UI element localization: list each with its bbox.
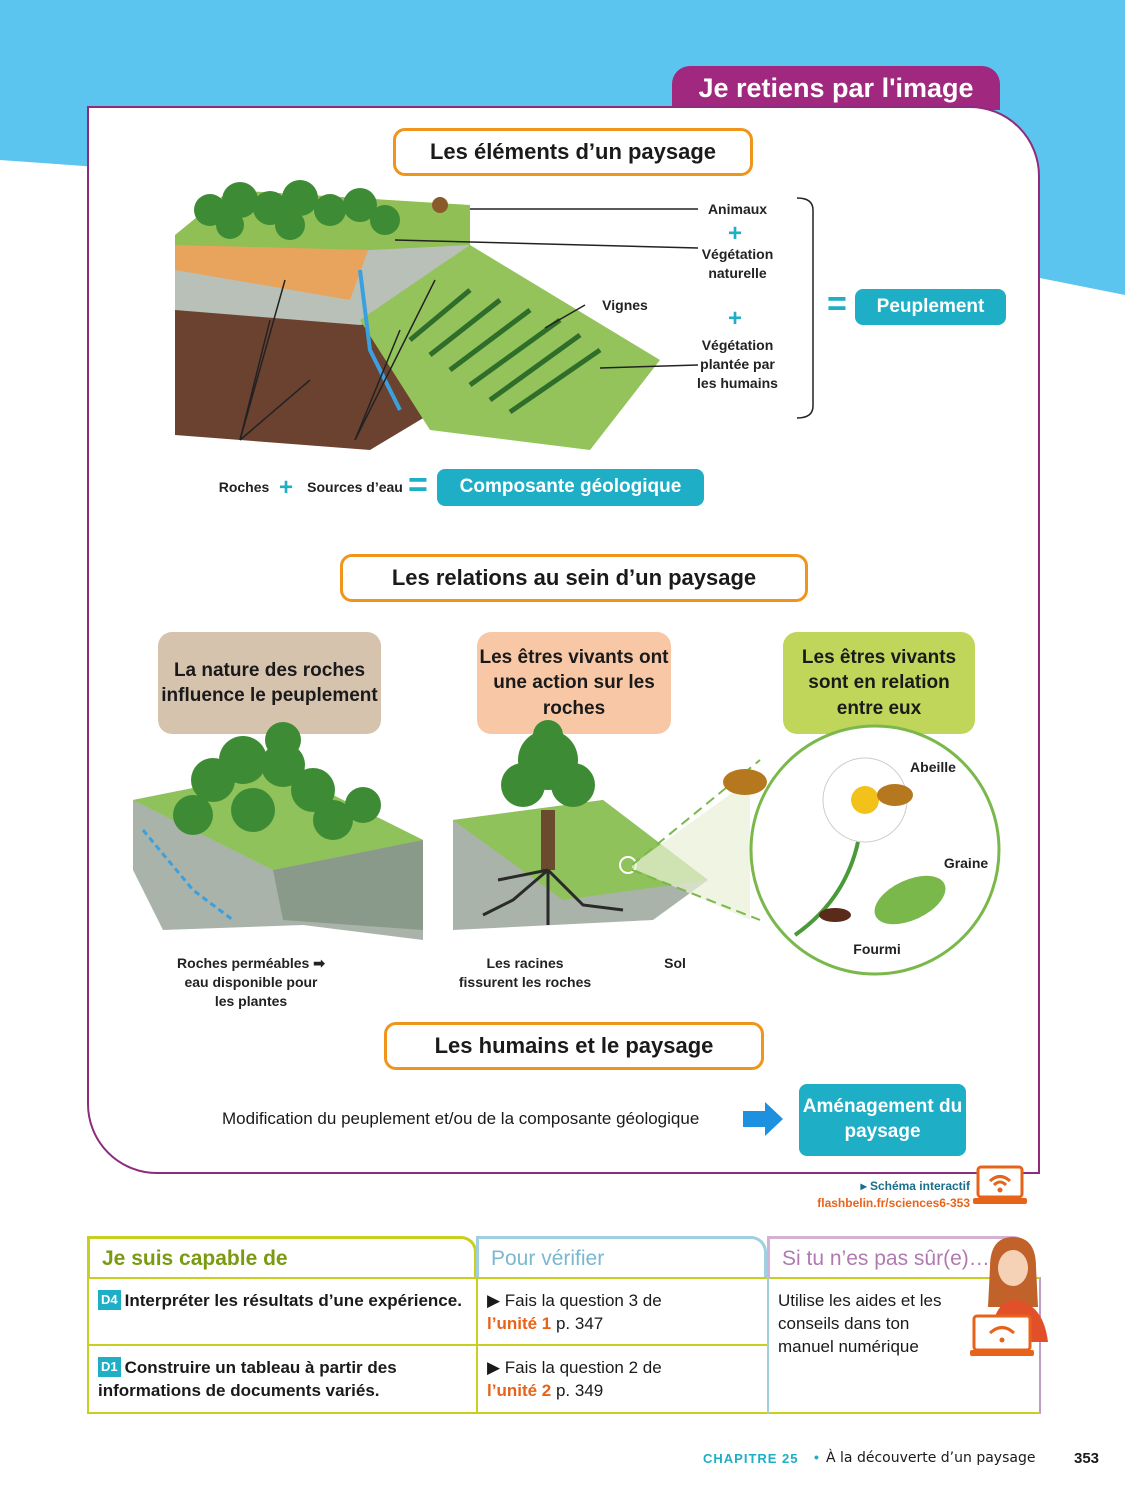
peuplement-box: Peuplement [855,289,1006,325]
section-tab-title: Je retiens par l'image [672,66,1000,110]
check-page: p. 349 [551,1380,604,1400]
label-vignes: Vignes [602,297,648,313]
table-header-verifier: Pour vérifier [476,1236,767,1278]
skills-table [87,1236,1041,1414]
amenagement-box: Aménagement du paysage [799,1084,966,1156]
relation-box-action: Les êtres vivants ont une action sur les roches [477,632,671,734]
table-header-capable: Je suis capable de [87,1236,477,1278]
check-text: ▶ Fais la question 3 de [487,1291,662,1310]
plus-sign: + [728,305,743,332]
forest-block-illustration [133,720,433,960]
annotation-arrows [170,190,710,450]
footer-bullet: • [814,1449,819,1465]
check-text: ▶ Fais la question 2 de [487,1358,662,1377]
page-number: 353 [1074,1450,1100,1467]
laptop-wifi-icon[interactable] [972,1164,1028,1208]
table-help-text: Utilise les aides et les conseils dans ton manuel numérique [778,1291,942,1356]
label-animaux: Animaux [707,201,768,217]
skill-text: Interpréter les résultats d’une expérience. [124,1291,462,1310]
unit-link[interactable]: l’unité 1 [487,1313,552,1333]
plus-sign: + [728,220,743,247]
footer-chapter: CHAPITRE 25 [703,1451,799,1466]
modification-text: Modification du peuplement et/ou de la composante géologique [222,1109,700,1128]
label-vegetation-plantee: Végétation plantée par les humains [697,337,778,391]
relation-box-entre-eux: Les êtres vivants sont en relation entre eux [783,632,975,734]
plus-sign: + [279,474,294,501]
table-row-skill-2 [98,1357,468,1403]
table-header-pas-sur: Si tu n’es pas sûr(e)… [767,1236,1029,1278]
skill-text: Construire un tableau à partir des informations de documents variés. [98,1358,397,1400]
label-abeille: Abeille [910,759,956,775]
student-illustration [968,1232,1066,1360]
section-title-relations: Les relations au sein d’un paysage [340,554,808,602]
check-page: p. 347 [551,1313,604,1333]
composante-geologique-box: Composante géologique [437,469,704,506]
label-sources-eau: Sources d’eau [307,479,403,495]
divider [767,1277,769,1414]
table-row-check-1 [487,1290,707,1336]
arrow-right-icon [743,1102,783,1136]
table-row-check-2 [487,1357,707,1403]
label-roches: Roches [218,479,270,495]
section-title-humains: Les humains et le paysage [384,1022,764,1070]
bracket [795,196,820,420]
label-vegetation-naturelle: Végétation naturelle [701,246,774,281]
relation-box-roches: La nature des roches influence le peuplement [158,632,381,734]
table-row-skill-1 [98,1290,468,1313]
label-graine: Graine [943,855,989,871]
interactive-schema-label: ▸ Schéma interactif [860,1179,970,1193]
label-fourmi: Fourmi [853,941,901,957]
unit-link[interactable]: l’unité 2 [487,1380,552,1400]
equals-sign: = [827,285,847,323]
footer-chapter-title: À la découverte d’un paysage [826,1450,1036,1466]
interactive-schema-link[interactable]: flashbelin.fr/sciences6-353 [817,1196,970,1210]
section-title-elements: Les éléments d’un paysage [393,128,753,176]
label-sol: Sol [664,955,686,971]
equals-sign: = [408,466,428,504]
caption-racines: Les racines fissurent les roches [458,955,592,990]
badge-d1: D1 [98,1357,121,1377]
caption-roches-permeables: Roches perméables ➡ eau disponible pour les plantes [177,955,325,1009]
badge-d4: D4 [98,1290,121,1310]
divider [87,1344,767,1346]
